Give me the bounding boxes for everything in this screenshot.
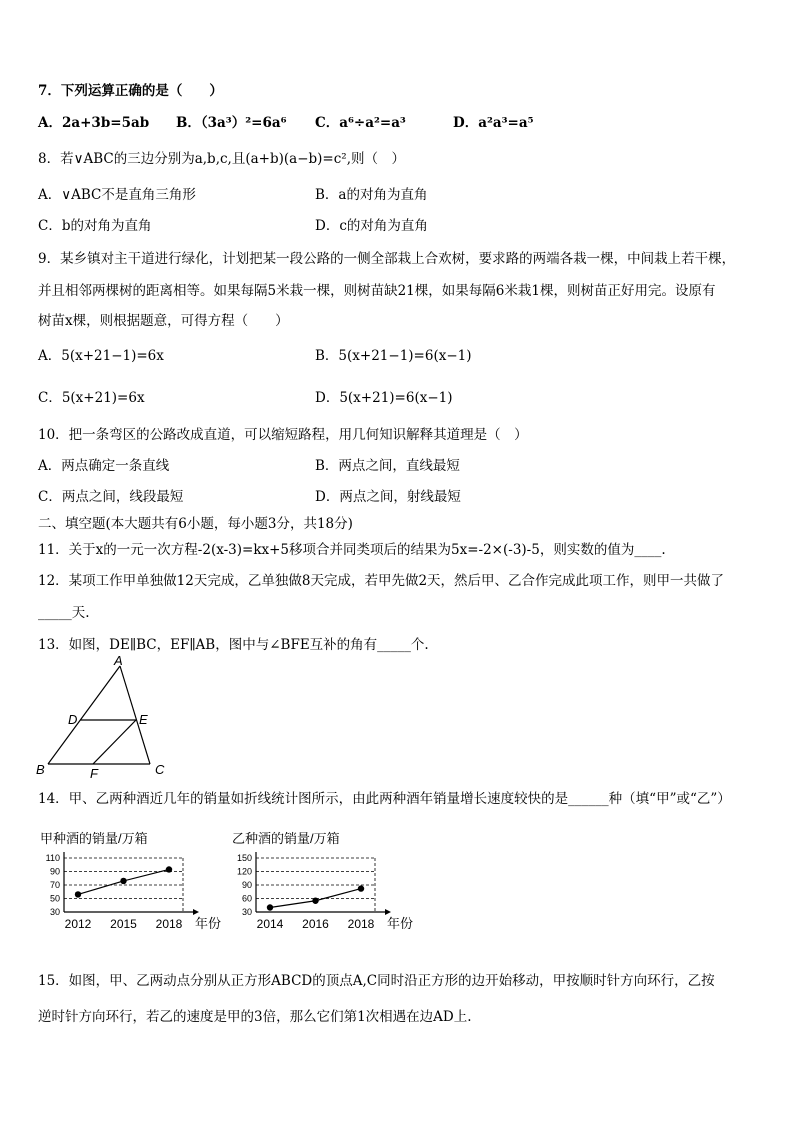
segment-ab [48,666,120,764]
q8-stem: 8．若∨ABC的三边分别为a,b,c,且(a+b)(a−b)=c²,则（ ） [38,151,405,167]
chart-jia-data-point [75,891,81,897]
chart-yi-ytick-label: 120 [236,866,252,877]
chart-yi-xlabel: 年份 [387,916,414,931]
chart-yi-xtick-label: 2018 [347,917,375,931]
q7-stem: 7．下列运算正确的是（ ） [38,83,223,99]
q7-option-b: B．（3a³）²=6a⁶ [176,115,287,131]
q15-line2: 逆时针方向环行，若乙的速度是甲的3倍，那么它们第1次相遇在边AD上. [38,1009,472,1025]
chart-jia-x-axis-arrow [193,909,199,915]
q9-option-d: D．5(x+21)=6(x−1) [315,390,453,406]
chart-yi-ytick-label: 30 [241,907,252,917]
chart-yi-data-point [312,898,318,904]
chart-jia-ytick-label: 30 [49,907,60,917]
chart-jia-xtick-label: 2012 [64,917,92,931]
chart-yi-x-axis-arrow [385,909,391,915]
q9-option-b: B．5(x+21−1)=6(x−1) [315,348,472,364]
chart-jia-xtick-label: 2015 [110,917,137,931]
chart-yi-title: 乙种酒的销量/万箱 [232,831,340,846]
chart-jia-data-point [166,866,172,872]
q13-triangle-diagram [30,652,180,782]
q8-option-d: D．c的对角为直角 [315,218,428,234]
chart-jia-xtick-label: 2018 [155,917,183,931]
q15-line1: 15．如图，甲、乙两动点分别从正方形ABCD的顶点A,C同时沿正方形的边开始移动，甲按顺时针方向环行，乙按 [38,973,715,989]
segment-ef [93,720,136,764]
q10-stem: 10．把一条弯区的公路改成直道，可以缩短路程，用几何知识解释其道理是（ ） [38,427,528,443]
chart-jia-ytick-label: 90 [49,866,60,877]
chart-jia-xlabel: 年份 [195,916,222,931]
chart-yi-ytick-label: 90 [241,880,252,890]
chart-yi-data-point [358,885,364,891]
q8-option-a: A．∨ABC不是直角三角形 [38,187,196,203]
q9-option-a: A．5(x+21−1)=6x [38,348,164,364]
chart-jia-title: 甲种酒的销量/万箱 [40,831,148,846]
q9-line2: 并且相邻两棵树的距离相等。如果每隔5米栽一棵，则树苗缺21棵，如果每隔6米栽1棵，则树苗正好用完。设原有 [38,283,716,299]
chart-jia [38,828,223,936]
q9-line1: 9．某乡镇对主干道进行绿化，计划把某一段公路的一侧全部栽上合欢树，要求路的两端各栽一棵，中间栽上若干棵， [38,251,736,267]
q7-option-d: D．a²a³=a⁵ [453,115,534,131]
chart-jia-ytick-label: 70 [49,880,60,890]
q7-option-a: A．2a+3b=5ab [38,115,150,131]
label-c: C [155,762,165,777]
chart-yi-data-point [267,904,273,910]
q14-stem: 14．甲、乙两种酒近几年的销量如折线统计图所示，由此两种酒年销量增长速度较快的是______种（填“甲”或“乙”） [38,791,731,807]
section-heading: 二、填空题(本大题共有6小题，每小题3分，共18分) [38,516,353,532]
q12-line2: _____天. [38,605,90,621]
q10-option-c: C．两点之间，线段最短 [38,489,184,505]
q9-line3: 树苗x棵，则根据题意，可得方程（ ） [38,313,289,329]
chart-yi-ytick-label: 150 [236,853,252,863]
q9-option-c: C．5(x+21)=6x [38,390,145,406]
q11-stem: 11．关于x的一元一次方程-2(x-3)=kx+5移项合并同类项后的结果为5x=-2×(-3)-5，则实数的值为____. [38,542,666,558]
chart-yi-xtick-label: 2016 [302,917,329,931]
q8-option-c: C．b的对角为直角 [38,218,152,234]
q12-line1: 12．某项工作甲单独做12天完成，乙单独做8天完成，若甲先做2天，然后甲、乙合作完成此项工作，则甲一共做了 [38,573,725,589]
chart-jia-ytick-label: 50 [49,893,60,904]
chart-yi [230,828,415,936]
q8-option-b: B．a的对角为直角 [315,187,428,203]
label-f: F [90,766,98,781]
chart-yi-xtick-label: 2014 [256,917,284,931]
label-d: D [68,712,78,727]
q10-option-d: D．两点之间，射线最短 [315,489,461,505]
chart-jia-data-point [120,878,126,884]
label-a: A [114,653,123,668]
chart-yi-ytick-label: 60 [241,893,252,904]
q10-option-a: A．两点确定一条直线 [38,458,170,474]
label-b: B [36,762,45,777]
q10-option-b: B．两点之间，直线最短 [315,458,460,474]
chart-jia-ytick-label: 110 [45,853,60,863]
q13-stem: 13．如图，DE∥BC，EF∥AB，图中与∠BFE互补的角有_____个. [38,637,429,653]
q7-option-c: C．a⁶÷a²=a³ [315,115,406,131]
label-e: E [139,712,148,727]
